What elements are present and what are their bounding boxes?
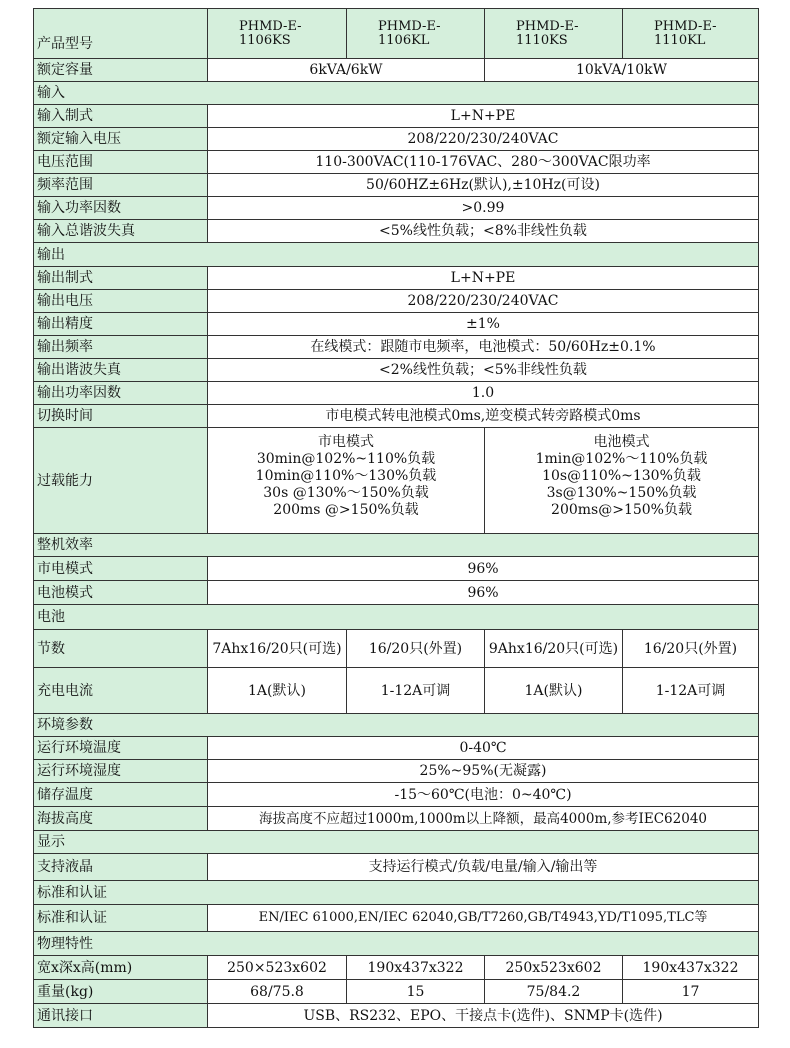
row-value: ±1% [208,313,759,336]
battery-count: 16/20只(外置) [623,630,759,668]
spec-row [34,174,759,197]
row-label: 频率范围 [34,174,208,197]
section-title: 标准和认证 [34,881,759,905]
row-value: L+N+PE [208,267,759,290]
row-label: 市电模式 [34,557,208,581]
dimension-value: 190x437x322 [347,956,485,980]
spec-row [34,760,759,783]
spec-row [34,105,759,128]
battery-count-row [34,630,759,668]
spec-row [34,807,759,831]
row-label: 输出制式 [34,267,208,290]
row-value: 50/60HZ±6Hz(默认),±10Hz(可设) [208,174,759,197]
dimension-value: 190x437x322 [623,956,759,980]
overload-line: 市电模式 [318,434,374,450]
row-label: 重量(kg) [34,980,208,1004]
row-label: 储存温度 [34,783,208,807]
row-value: 1.0 [208,382,759,405]
row-label: 支持液晶 [34,854,208,881]
row-label: 电压范围 [34,151,208,174]
overload-line: 30s @130%～150%负载 [263,485,429,501]
weight-row [34,980,759,1004]
spec-row [34,359,759,382]
section-title: 环境参数 [34,714,759,737]
row-value: 市电模式转电池模式0ms,逆变模式转旁路模式0ms [208,405,759,428]
dimension-value: 250×523x602 [208,956,347,980]
section-output [34,243,759,267]
section-title: 输入 [34,82,759,105]
row-label: 输出电压 [34,290,208,313]
section-efficiency [34,534,759,557]
row-value: 支持运行模式/负载/电量/输入/输出等 [208,854,759,881]
weight-value: 75/84.2 [485,980,623,1004]
spec-row [34,581,759,605]
section-battery [34,605,759,630]
model-1106ks: PHMD-E- 1106KS [208,9,347,59]
overload-line: 10s@110%~130%负载 [542,468,701,484]
row-value: USB、RS232、EPO、干接点卡(选件)、SNMP卡(选件) [208,1004,759,1028]
spec-row [34,557,759,581]
overload-line: 电池模式 [593,434,650,450]
row-value: 海拔高度不应超过1000m,1000m以上降额，最高4000m,参考IEC62040 [208,807,759,831]
spec-row [34,854,759,881]
row-label: 输出功率因数 [34,382,208,405]
row-value: <5%线性负载；<8%非线性负载 [208,220,759,243]
section-title: 显示 [34,831,759,854]
model-1110kl: PHMD-E- 1110KL [623,9,759,59]
row-value: 在线模式：跟随市电频率，电池模式：50/60Hz±0.1% [208,336,759,359]
model-1106kl: PHMD-E- 1106KL [347,9,485,59]
row-value: -15～60℃(电池：0~40℃) [208,783,759,807]
row-label: 电池模式 [34,581,208,605]
overload-line: 3s@130%~150%负载 [546,485,697,501]
spec-table [33,8,759,1028]
row-label: 输出谐波失真 [34,359,208,382]
spec-row [34,336,759,359]
row-value: EN/IEC 61000,EN/IEC 62040,GB/T7260,GB/T4943,YD/T1095,TLC等 [208,905,759,932]
spec-row [34,783,759,807]
dimensions-row [34,956,759,980]
spec-row [34,128,759,151]
capacity-10kva: 10kVA/10kW [485,59,759,82]
charge-current: 1-12A可调 [623,668,759,714]
row-label: 输入功率因数 [34,197,208,220]
row-label: 过载能力 [34,428,208,534]
overload-row [34,428,759,534]
section-title: 输出 [34,243,759,267]
spec-row [34,405,759,428]
overload-battery [485,428,759,534]
overload-line: 10min@110%～130%负载 [255,468,437,484]
header-row [34,9,759,59]
section-title: 整机效率 [34,534,759,557]
capacity-row [34,59,759,82]
comm-row [34,1004,759,1028]
spec-row [34,267,759,290]
row-value: 208/220/230/240VAC [208,128,759,151]
row-value: L+N+PE [208,105,759,128]
row-label: 输出频率 [34,336,208,359]
weight-value: 68/75.8 [208,980,347,1004]
row-label: 宽x深x高(mm) [34,956,208,980]
overload-mains [208,428,485,534]
row-value: 25%~95%(无凝露) [208,760,759,783]
row-label: 运行环境湿度 [34,760,208,783]
model-1110ks: PHMD-E- 1110KS [485,9,623,59]
weight-value: 15 [347,980,485,1004]
spec-row [34,151,759,174]
dimension-value: 250x523x602 [485,956,623,980]
row-label: 额定容量 [34,59,208,82]
row-value: 0-40℃ [208,737,759,760]
overload-line: 200ms@>150%负载 [551,502,692,518]
section-title: 物理特性 [34,932,759,956]
charge-current: 1A(默认) [485,668,623,714]
row-value: 96% [208,581,759,605]
row-label: 输入总谐波失真 [34,220,208,243]
row-value: <2%线性负载；<5%非线性负载 [208,359,759,382]
spec-row [34,290,759,313]
spec-row [34,737,759,760]
overload-line: 200ms @>150%负载 [273,502,419,518]
row-value: 208/220/230/240VAC [208,290,759,313]
section-standards [34,881,759,905]
overload-line: 30min@102%~110%负载 [256,451,436,467]
row-label: 充电电流 [34,668,208,714]
row-value: >0.99 [208,197,759,220]
spec-row [34,382,759,405]
spec-row [34,220,759,243]
spec-row [34,313,759,336]
row-value: 96% [208,557,759,581]
spec-row [34,197,759,220]
capacity-6kva: 6kVA/6kW [208,59,485,82]
row-label: 通讯接口 [34,1004,208,1028]
row-label: 额定输入电压 [34,128,208,151]
overload-line: 1min@102%～110%负载 [535,451,708,467]
section-environment [34,714,759,737]
section-display [34,831,759,854]
row-label: 切换时间 [34,405,208,428]
battery-count: 7Ahx16/20只(可选) [208,630,347,668]
charge-current: 1A(默认) [208,668,347,714]
charge-current-row [34,668,759,714]
product-model-label: 产品型号 [34,9,208,59]
section-physical [34,932,759,956]
section-input [34,82,759,105]
row-label: 输入制式 [34,105,208,128]
row-label: 标准和认证 [34,905,208,932]
row-label: 海拔高度 [34,807,208,831]
spec-row [34,905,759,932]
weight-value: 17 [623,980,759,1004]
section-title: 电池 [34,605,759,630]
battery-count: 16/20只(外置) [347,630,485,668]
row-label: 运行环境温度 [34,737,208,760]
row-label: 输出精度 [34,313,208,336]
charge-current: 1-12A可调 [347,668,485,714]
row-label: 节数 [34,630,208,668]
row-value: 110-300VAC(110-176VAC、280～300VAC限功率 [208,151,759,174]
battery-count: 9Ahx16/20只(可选) [485,630,623,668]
